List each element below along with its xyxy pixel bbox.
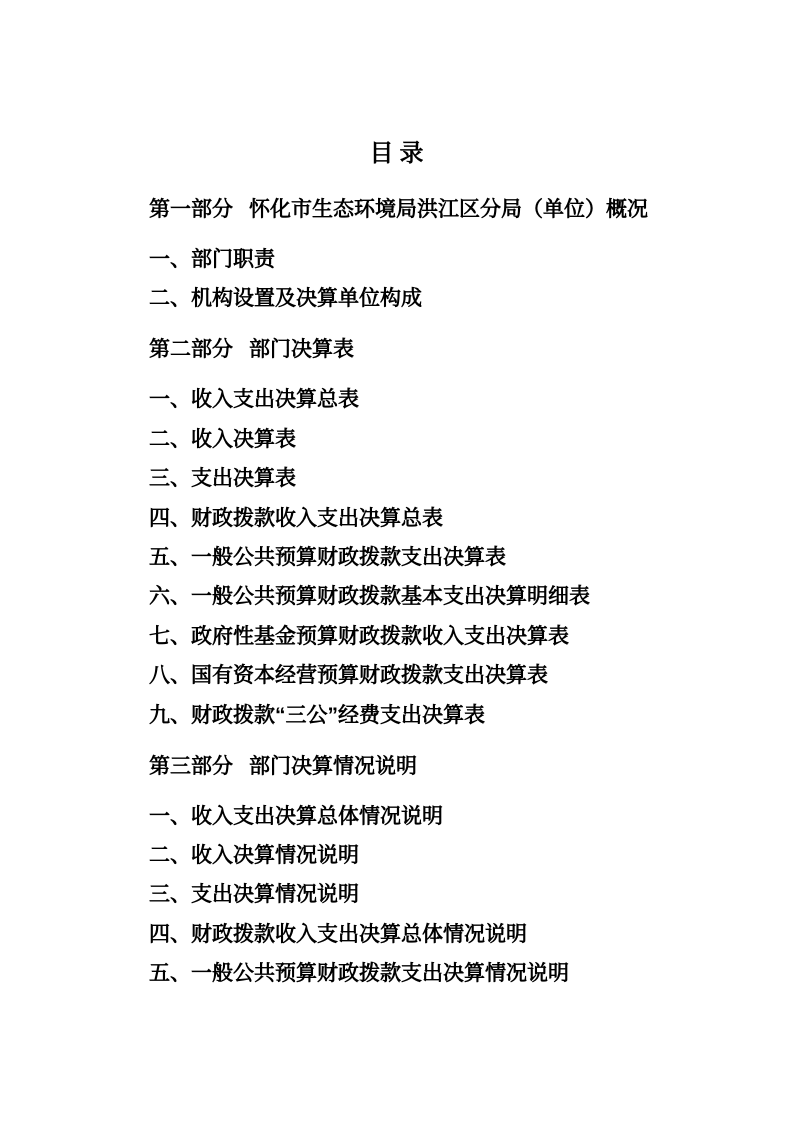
toc-item: 一、部门职责 [149, 248, 275, 271]
section-heading-part1 [149, 198, 693, 222]
toc-item: 二、收入决算表 [149, 427, 296, 451]
toc-item: 七、政府性基金预算财政拨款收入支出决算表 [149, 624, 569, 648]
section-1-title: 怀化市生态环境局洪江区分局（单位）概况 [249, 198, 648, 221]
toc-item: 四、财政拨款收入支出决算总表 [149, 506, 443, 530]
section-2-label: 第二部分 [149, 338, 233, 362]
doc-title: 目录 [369, 140, 430, 167]
toc-item: 八、国有资本经营预算财政拨款支出决算表 [149, 664, 548, 688]
toc-item: 三、支出决算情况说明 [149, 883, 359, 907]
toc-item: 一、收入支出决算总体情况说明 [149, 804, 443, 828]
section-3-title: 部门决算情况说明 [249, 754, 417, 778]
section-2-title: 部门决算表 [249, 338, 354, 362]
toc-item: 一、收入支出决算总表 [149, 388, 359, 412]
toc-item: 六、一般公共预算财政拨款基本支出决算明细表 [149, 585, 590, 609]
toc-item: 五、一般公共预算财政拨款支出决算情况说明 [149, 962, 569, 986]
toc-item: 九、财政拨款“三公”经费支出决算表 [149, 703, 485, 727]
toc-item: 二、机构设置及决算单位构成 [149, 287, 422, 311]
section-3-label: 第三部分 [149, 754, 233, 778]
section-heading-part2 [149, 338, 693, 362]
toc-item: 二、收入决算情况说明 [149, 843, 359, 867]
section-1-label: 第一部分 [149, 198, 233, 221]
toc-item: 三、支出决算表 [149, 467, 296, 491]
toc-item: 四、财政拨款收入支出决算总体情况说明 [149, 922, 527, 946]
section-heading-part3 [149, 755, 693, 779]
toc-item: 五、一般公共预算财政拨款支出决算表 [149, 545, 506, 569]
